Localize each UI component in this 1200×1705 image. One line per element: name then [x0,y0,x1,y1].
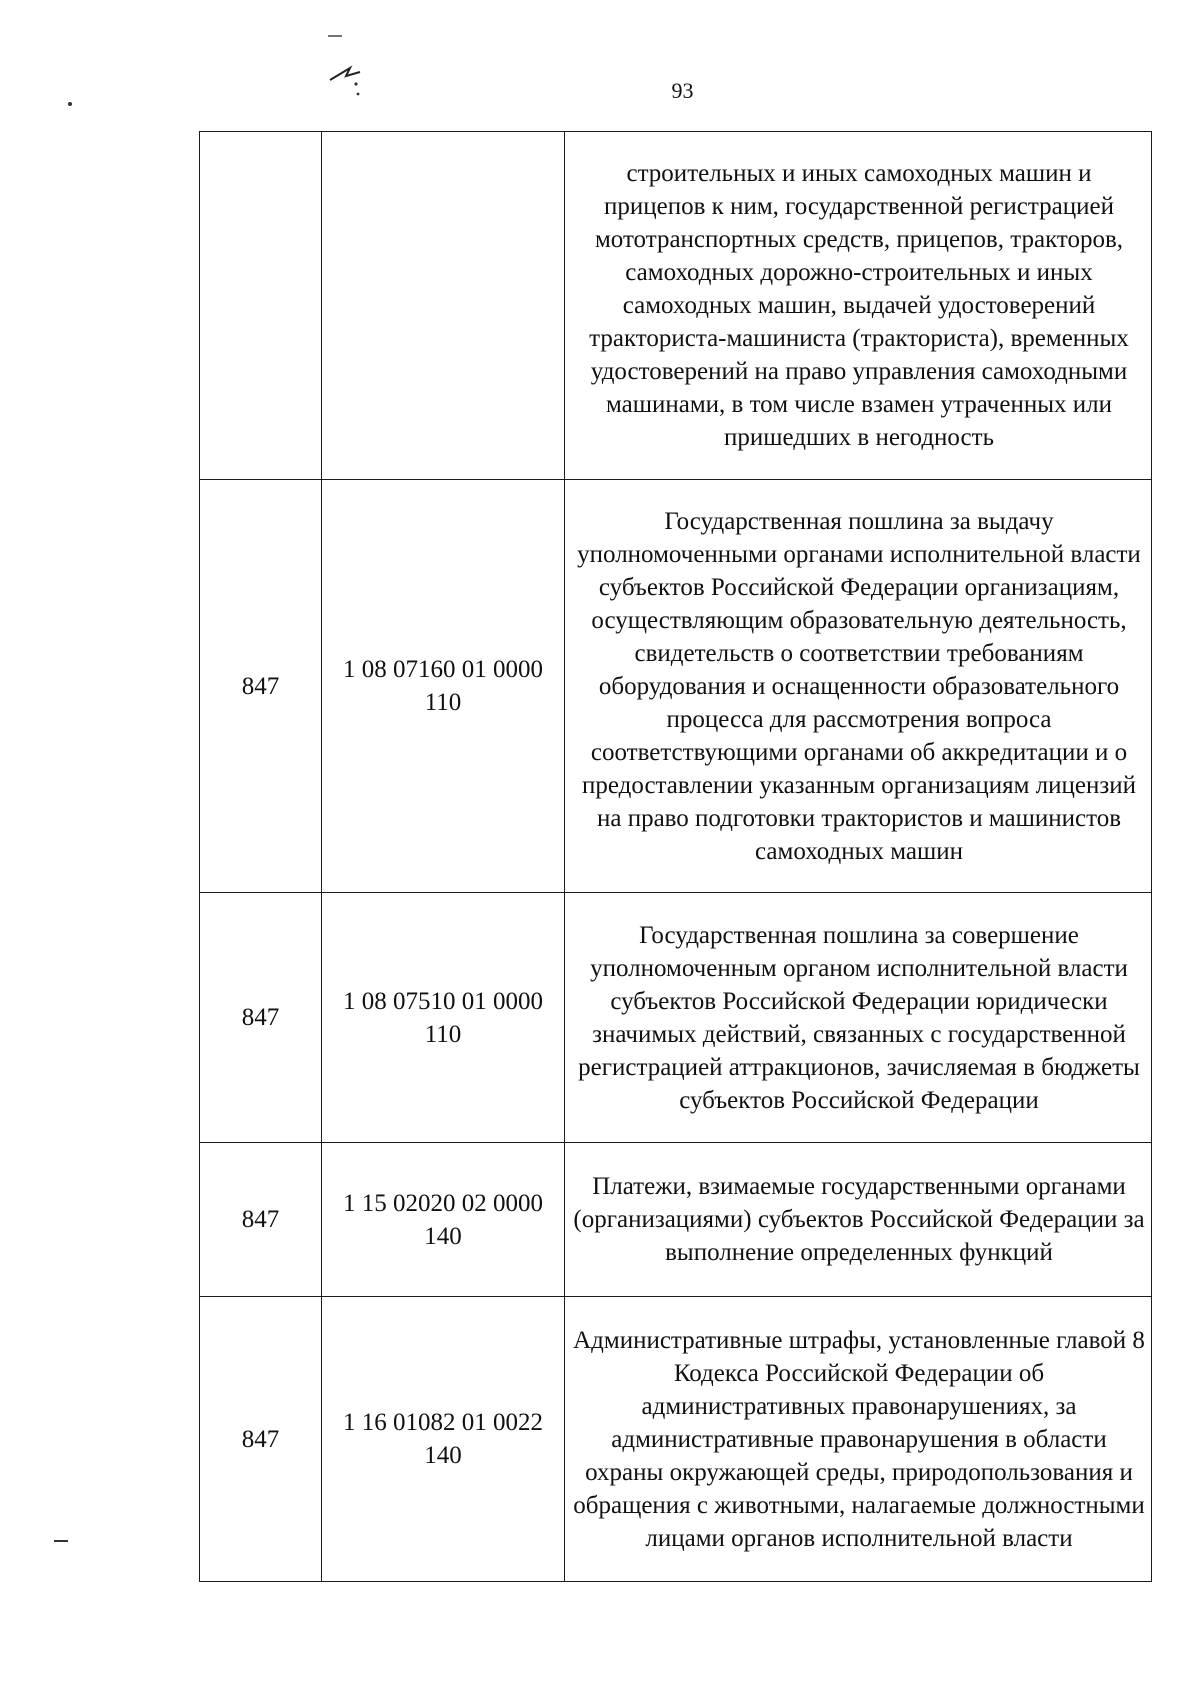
admin-code-cell: 847 [200,893,322,1143]
income-code-main: 1 08 07160 01 0000 [343,656,543,683]
table-row [200,893,1152,1143]
admin-code-cell: 847 [200,1297,322,1582]
income-code-cell [322,1297,565,1582]
income-code-cell [322,893,565,1143]
income-codes-table [199,131,1152,1582]
income-code-suffix: 110 [424,1020,462,1048]
table-row [200,1143,1152,1297]
admin-code-cell: 847 [200,480,322,893]
table-row [200,132,1152,480]
admin-code-cell [200,132,322,480]
income-name-cell: Государственная пошлина за выдачу уполномоченными органами исполнительной власти субъектов Российской Федерации организациям, осуществляющим образовательную деятельность, свидетельств о соответствии требованиям оборудования и оснащенности образовательного процесса для рассмотрения вопроса соответствующими органами об аккредитации и о предоставлении указанным организациям лицензий на право подготовки трактористов и машинистов самоходных машин [565,480,1152,893]
income-code-main: 1 16 01082 01 0022 [343,1409,543,1436]
income-name-cell: Административные штрафы, установленные главой 8 Кодекса Российской Федерации об административных правонарушениях, за административные правонарушения в области охраны окружающей среды, природопользования и обращения с животными, налагаемые должностными лицами органов исполнительной власти [565,1297,1152,1582]
admin-code-cell: 847 [200,1143,322,1297]
table-row [200,480,1152,893]
scan-dash-icon [54,1538,70,1544]
income-code-suffix: 140 [424,1222,462,1250]
income-name-cell: строительных и иных самоходных машин и прицепов к ним, государственной регистрацией мототранспортных средств, прицепов, тракторов, самоходных дорожно-строительных и иных самоходных машин, выдачей удостоверений тракториста-машиниста (тракториста), временных удостоверений на право управления самоходными машинами, в том числе взамен утраченных или пришедших в негодность [565,132,1152,480]
income-code-cell [322,132,565,480]
income-code-suffix: 140 [424,1442,462,1469]
income-code-cell [322,1143,565,1297]
income-code-cell [322,480,565,893]
page-number: 93 [671,78,694,103]
income-code-suffix: 110 [424,689,462,716]
income-code-main: 1 15 02020 02 0000 [343,1189,543,1217]
table-row [200,1297,1152,1582]
income-name-cell: Платежи, взимаемые государственными органами (организациями) субъектов Российской Федерации за выполнение определенных функций [565,1143,1152,1297]
income-name-cell: Государственная пошлина за совершение уполномоченным органом исполнительной власти субъектов Российской Федерации юридически значимых действий, связанных с государственной регистрацией аттракционов, зачисляемая в бюджеты субъектов Российской Федерации [565,893,1152,1143]
income-code-main: 1 08 07510 01 0000 [343,987,543,1015]
